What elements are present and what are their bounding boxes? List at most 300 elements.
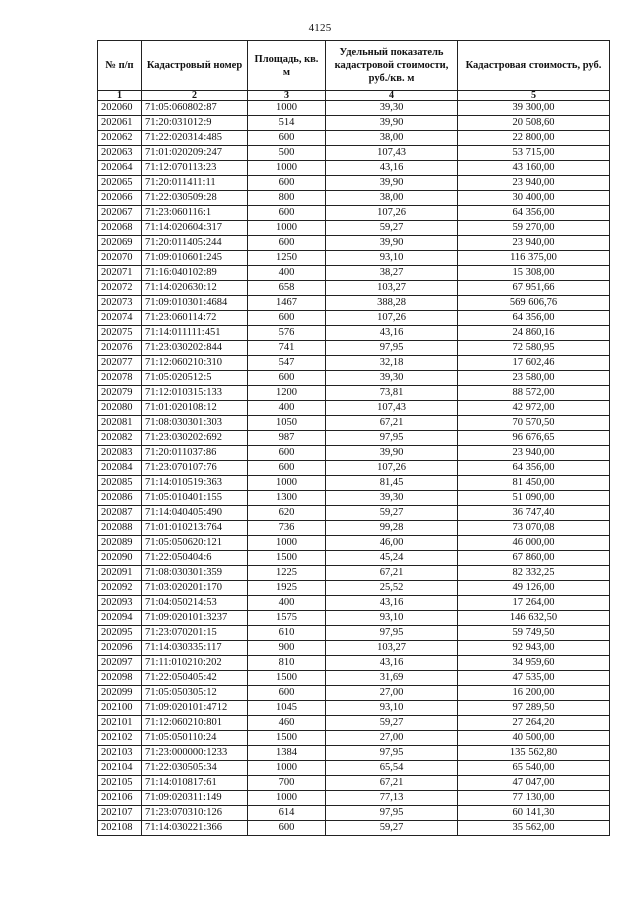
cadastral-number-cell: 71:09:010301:4684 xyxy=(142,296,248,311)
area-cell: 1000 xyxy=(248,761,326,776)
area-cell: 741 xyxy=(248,341,326,356)
column-number: 1 xyxy=(98,91,142,101)
area-cell: 1000 xyxy=(248,221,326,236)
area-cell: 600 xyxy=(248,371,326,386)
cadastral-number-cell: 71:08:030301:359 xyxy=(142,566,248,581)
cadastral-number-cell: 71:09:020101:4712 xyxy=(142,701,248,716)
unit-rate-cell: 39,90 xyxy=(326,176,458,191)
row-index-cell: 202103 xyxy=(98,746,142,761)
table-row xyxy=(98,371,610,386)
area-cell: 1050 xyxy=(248,416,326,431)
row-index-cell: 202089 xyxy=(98,536,142,551)
table-row xyxy=(98,551,610,566)
area-cell: 547 xyxy=(248,356,326,371)
unit-rate-cell: 46,00 xyxy=(326,536,458,551)
area-cell: 600 xyxy=(248,206,326,221)
cadastral-value-cell: 17 264,00 xyxy=(458,596,610,611)
cadastral-value-cell: 23 940,00 xyxy=(458,446,610,461)
table-row xyxy=(98,761,610,776)
row-index-cell: 202086 xyxy=(98,491,142,506)
unit-rate-cell: 43,16 xyxy=(326,656,458,671)
table-row xyxy=(98,356,610,371)
unit-rate-cell: 81,45 xyxy=(326,476,458,491)
cadastral-number-cell: 71:05:050620:121 xyxy=(142,536,248,551)
area-cell: 700 xyxy=(248,776,326,791)
cadastral-value-cell: 73 070,08 xyxy=(458,521,610,536)
cadastral-value-cell: 53 715,00 xyxy=(458,146,610,161)
unit-rate-cell: 39,90 xyxy=(326,446,458,461)
row-index-cell: 202094 xyxy=(98,611,142,626)
area-cell: 1000 xyxy=(248,791,326,806)
cadastral-number-cell: 71:22:030509:28 xyxy=(142,191,248,206)
unit-rate-cell: 31,69 xyxy=(326,671,458,686)
table-row xyxy=(98,311,610,326)
cadastral-value-cell: 34 959,60 xyxy=(458,656,610,671)
cadastral-value-cell: 27 264,20 xyxy=(458,716,610,731)
cadastral-value-cell: 16 200,00 xyxy=(458,686,610,701)
row-index-cell: 202070 xyxy=(98,251,142,266)
unit-rate-cell: 39,90 xyxy=(326,116,458,131)
cadastral-number-cell: 71:09:010601:245 xyxy=(142,251,248,266)
table-row xyxy=(98,611,610,626)
row-index-cell: 202077 xyxy=(98,356,142,371)
table-row xyxy=(98,641,610,656)
cadastral-number-cell: 71:12:060210:310 xyxy=(142,356,248,371)
table-row xyxy=(98,506,610,521)
unit-rate-cell: 77,13 xyxy=(326,791,458,806)
table-row xyxy=(98,806,610,821)
table-row xyxy=(98,716,610,731)
table-row xyxy=(98,266,610,281)
row-index-cell: 202069 xyxy=(98,236,142,251)
row-index-cell: 202078 xyxy=(98,371,142,386)
row-index-cell: 202068 xyxy=(98,221,142,236)
table-row xyxy=(98,581,610,596)
cadastral-value-cell: 64 356,00 xyxy=(458,206,610,221)
row-index-cell: 202074 xyxy=(98,311,142,326)
cadastral-number-cell: 71:01:020209:247 xyxy=(142,146,248,161)
row-index-cell: 202061 xyxy=(98,116,142,131)
cadastral-value-cell: 88 572,00 xyxy=(458,386,610,401)
area-cell: 1250 xyxy=(248,251,326,266)
unit-rate-cell: 43,16 xyxy=(326,596,458,611)
cadastral-value-cell: 82 332,25 xyxy=(458,566,610,581)
area-cell: 600 xyxy=(248,461,326,476)
unit-rate-cell: 43,16 xyxy=(326,326,458,341)
cadastral-number-cell: 71:05:060802:87 xyxy=(142,101,248,116)
row-index-cell: 202107 xyxy=(98,806,142,821)
area-cell: 1384 xyxy=(248,746,326,761)
cadastral-value-cell: 92 943,00 xyxy=(458,641,610,656)
row-index-cell: 202067 xyxy=(98,206,142,221)
table-row xyxy=(98,746,610,761)
unit-rate-cell: 99,28 xyxy=(326,521,458,536)
table-row xyxy=(98,431,610,446)
unit-rate-cell: 67,21 xyxy=(326,416,458,431)
area-cell: 1500 xyxy=(248,551,326,566)
cadastral-value-cell: 47 047,00 xyxy=(458,776,610,791)
cadastral-number-cell: 71:11:010210:202 xyxy=(142,656,248,671)
table-row xyxy=(98,116,610,131)
row-index-cell: 202093 xyxy=(98,596,142,611)
row-index-cell: 202076 xyxy=(98,341,142,356)
area-cell: 1500 xyxy=(248,731,326,746)
table-row xyxy=(98,671,610,686)
table-row xyxy=(98,476,610,491)
area-cell: 600 xyxy=(248,311,326,326)
row-index-cell: 202101 xyxy=(98,716,142,731)
cadastral-value-cell: 20 508,60 xyxy=(458,116,610,131)
row-index-cell: 202062 xyxy=(98,131,142,146)
cadastral-number-cell: 71:04:050214:53 xyxy=(142,596,248,611)
cadastral-value-cell: 135 562,80 xyxy=(458,746,610,761)
unit-rate-cell: 59,27 xyxy=(326,221,458,236)
row-index-cell: 202092 xyxy=(98,581,142,596)
unit-rate-cell: 38,00 xyxy=(326,191,458,206)
unit-rate-cell: 93,10 xyxy=(326,701,458,716)
unit-rate-cell: 32,18 xyxy=(326,356,458,371)
cadastral-number-cell: 71:12:010315:133 xyxy=(142,386,248,401)
table-row xyxy=(98,191,610,206)
unit-rate-cell: 93,10 xyxy=(326,251,458,266)
table-row xyxy=(98,251,610,266)
cadastral-number-cell: 71:14:040405:490 xyxy=(142,506,248,521)
table-row xyxy=(98,461,610,476)
table-row xyxy=(98,446,610,461)
cadastral-value-cell: 43 160,00 xyxy=(458,161,610,176)
table-row xyxy=(98,596,610,611)
area-cell: 1000 xyxy=(248,536,326,551)
cadastral-value-cell: 67 860,00 xyxy=(458,551,610,566)
unit-rate-cell: 43,16 xyxy=(326,161,458,176)
unit-rate-cell: 107,26 xyxy=(326,206,458,221)
unit-rate-cell: 65,54 xyxy=(326,761,458,776)
area-cell: 1575 xyxy=(248,611,326,626)
unit-rate-cell: 107,26 xyxy=(326,311,458,326)
cadastral-value-cell: 96 676,65 xyxy=(458,431,610,446)
area-cell: 600 xyxy=(248,686,326,701)
table-row xyxy=(98,101,610,116)
column-number: 5 xyxy=(458,91,610,101)
area-cell: 600 xyxy=(248,176,326,191)
cadastral-value-cell: 97 289,50 xyxy=(458,701,610,716)
unit-rate-cell: 27,00 xyxy=(326,731,458,746)
table-row xyxy=(98,281,610,296)
area-cell: 400 xyxy=(248,401,326,416)
cadastral-number-cell: 71:05:050110:24 xyxy=(142,731,248,746)
row-index-cell: 202083 xyxy=(98,446,142,461)
table-row xyxy=(98,176,610,191)
column-number: 3 xyxy=(248,91,326,101)
area-cell: 1225 xyxy=(248,566,326,581)
row-index-cell: 202096 xyxy=(98,641,142,656)
area-cell: 900 xyxy=(248,641,326,656)
table-row xyxy=(98,536,610,551)
header-index: № п/п xyxy=(98,41,142,91)
cadastral-value-cell: 23 940,00 xyxy=(458,236,610,251)
table-row xyxy=(98,821,610,836)
table-row xyxy=(98,131,610,146)
cadastral-number-cell: 71:05:020512:5 xyxy=(142,371,248,386)
cadastral-value-cell: 77 130,00 xyxy=(458,791,610,806)
cadastral-number-cell: 71:23:060116:1 xyxy=(142,206,248,221)
cadastral-number-cell: 71:14:020604:317 xyxy=(142,221,248,236)
unit-rate-cell: 97,95 xyxy=(326,431,458,446)
row-index-cell: 202060 xyxy=(98,101,142,116)
cadastral-value-cell: 36 747,40 xyxy=(458,506,610,521)
table-row xyxy=(98,776,610,791)
table-row xyxy=(98,686,610,701)
cadastral-value-cell: 40 500,00 xyxy=(458,731,610,746)
cadastral-number-cell: 71:14:030335:117 xyxy=(142,641,248,656)
unit-rate-cell: 38,00 xyxy=(326,131,458,146)
table-row xyxy=(98,731,610,746)
area-cell: 600 xyxy=(248,236,326,251)
area-cell: 1467 xyxy=(248,296,326,311)
table-row xyxy=(98,386,610,401)
row-index-cell: 202097 xyxy=(98,656,142,671)
unit-rate-cell: 45,24 xyxy=(326,551,458,566)
unit-rate-cell: 103,27 xyxy=(326,281,458,296)
row-index-cell: 202106 xyxy=(98,791,142,806)
cadastral-value-cell: 70 570,50 xyxy=(458,416,610,431)
table-row xyxy=(98,236,610,251)
row-index-cell: 202082 xyxy=(98,431,142,446)
area-cell: 1000 xyxy=(248,101,326,116)
table-row xyxy=(98,326,610,341)
column-number: 2 xyxy=(142,91,248,101)
cadastral-number-cell: 71:20:011405:244 xyxy=(142,236,248,251)
cadastral-number-cell: 71:23:030202:844 xyxy=(142,341,248,356)
row-index-cell: 202079 xyxy=(98,386,142,401)
cadastral-number-cell: 71:23:070201:15 xyxy=(142,626,248,641)
area-cell: 620 xyxy=(248,506,326,521)
row-index-cell: 202075 xyxy=(98,326,142,341)
column-number: 4 xyxy=(326,91,458,101)
cadastral-value-cell: 15 308,00 xyxy=(458,266,610,281)
row-index-cell: 202071 xyxy=(98,266,142,281)
unit-rate-cell: 59,27 xyxy=(326,821,458,836)
cadastral-value-cell: 30 400,00 xyxy=(458,191,610,206)
cadastral-number-cell: 71:22:050405:42 xyxy=(142,671,248,686)
table-row xyxy=(98,221,610,236)
cadastral-number-cell: 71:01:020108:12 xyxy=(142,401,248,416)
area-cell: 1500 xyxy=(248,671,326,686)
unit-rate-cell: 103,27 xyxy=(326,641,458,656)
area-cell: 1000 xyxy=(248,476,326,491)
table-row xyxy=(98,401,610,416)
cadastral-number-cell: 71:22:050404:6 xyxy=(142,551,248,566)
area-cell: 400 xyxy=(248,596,326,611)
cadastral-value-cell: 60 141,30 xyxy=(458,806,610,821)
cadastral-number-cell: 71:20:011037:86 xyxy=(142,446,248,461)
unit-rate-cell: 39,30 xyxy=(326,101,458,116)
row-index-cell: 202072 xyxy=(98,281,142,296)
unit-rate-cell: 97,95 xyxy=(326,746,458,761)
cadastral-number-cell: 71:05:010401:155 xyxy=(142,491,248,506)
cadastral-value-cell: 65 540,00 xyxy=(458,761,610,776)
unit-rate-cell: 97,95 xyxy=(326,341,458,356)
unit-rate-cell: 25,52 xyxy=(326,581,458,596)
cadastral-value-cell: 67 951,66 xyxy=(458,281,610,296)
cadastral-value-cell: 42 972,00 xyxy=(458,401,610,416)
cadastral-number-cell: 71:14:030221:366 xyxy=(142,821,248,836)
cadastral-number-cell: 71:23:070310:126 xyxy=(142,806,248,821)
cadastral-number-cell: 71:20:031012:9 xyxy=(142,116,248,131)
unit-rate-cell: 97,95 xyxy=(326,626,458,641)
table-row xyxy=(98,566,610,581)
area-cell: 576 xyxy=(248,326,326,341)
cadastral-number-cell: 71:08:030301:303 xyxy=(142,416,248,431)
cadastral-number-cell: 71:14:010519:363 xyxy=(142,476,248,491)
table-body xyxy=(98,101,610,836)
unit-rate-cell: 39,90 xyxy=(326,236,458,251)
cadastral-value-cell: 24 860,16 xyxy=(458,326,610,341)
cadastral-value-cell: 59 270,00 xyxy=(458,221,610,236)
row-index-cell: 202091 xyxy=(98,566,142,581)
area-cell: 736 xyxy=(248,521,326,536)
row-index-cell: 202090 xyxy=(98,551,142,566)
table-row xyxy=(98,701,610,716)
table-row xyxy=(98,521,610,536)
table-row xyxy=(98,626,610,641)
row-index-cell: 202080 xyxy=(98,401,142,416)
area-cell: 1045 xyxy=(248,701,326,716)
unit-rate-cell: 39,30 xyxy=(326,491,458,506)
row-index-cell: 202095 xyxy=(98,626,142,641)
cadastral-number-cell: 71:23:070107:76 xyxy=(142,461,248,476)
cadastral-number-cell: 71:14:010817:61 xyxy=(142,776,248,791)
unit-rate-cell: 59,27 xyxy=(326,506,458,521)
cadastral-value-cell: 569 606,76 xyxy=(458,296,610,311)
table-row xyxy=(98,791,610,806)
cadastral-value-cell: 59 749,50 xyxy=(458,626,610,641)
cadastral-number-cell: 71:22:030505:34 xyxy=(142,761,248,776)
row-index-cell: 202100 xyxy=(98,701,142,716)
area-cell: 800 xyxy=(248,191,326,206)
cadastral-value-cell: 49 126,00 xyxy=(458,581,610,596)
table-row xyxy=(98,146,610,161)
area-cell: 600 xyxy=(248,446,326,461)
cadastral-number-cell: 71:03:020201:170 xyxy=(142,581,248,596)
unit-rate-cell: 59,27 xyxy=(326,716,458,731)
area-cell: 658 xyxy=(248,281,326,296)
header-row xyxy=(98,41,610,91)
cadastral-value-cell: 146 632,50 xyxy=(458,611,610,626)
row-index-cell: 202087 xyxy=(98,506,142,521)
cadastral-number-cell: 71:14:011111:451 xyxy=(142,326,248,341)
area-cell: 1200 xyxy=(248,386,326,401)
area-cell: 1300 xyxy=(248,491,326,506)
area-cell: 614 xyxy=(248,806,326,821)
header-area: Площадь, кв. м xyxy=(248,41,326,91)
cadastral-number-cell: 71:14:020630:12 xyxy=(142,281,248,296)
unit-rate-cell: 107,43 xyxy=(326,401,458,416)
area-cell: 610 xyxy=(248,626,326,641)
header-cadastral-value: Кадастровая стоимость, руб. xyxy=(458,41,610,91)
cadastral-value-cell: 35 562,00 xyxy=(458,821,610,836)
cadastral-number-cell: 71:23:000000:1233 xyxy=(142,746,248,761)
cadastral-value-cell: 64 356,00 xyxy=(458,311,610,326)
row-index-cell: 202063 xyxy=(98,146,142,161)
row-index-cell: 202104 xyxy=(98,761,142,776)
cadastral-value-cell: 22 800,00 xyxy=(458,131,610,146)
row-index-cell: 202081 xyxy=(98,416,142,431)
header-cadastral-number: Кадастровый номер xyxy=(142,41,248,91)
cadastral-number-cell: 71:12:060210:801 xyxy=(142,716,248,731)
unit-rate-cell: 93,10 xyxy=(326,611,458,626)
cadastral-number-cell: 71:12:070113:23 xyxy=(142,161,248,176)
unit-rate-cell: 39,30 xyxy=(326,371,458,386)
unit-rate-cell: 107,26 xyxy=(326,461,458,476)
column-number-row xyxy=(98,91,610,101)
cadastral-number-cell: 71:09:020101:3237 xyxy=(142,611,248,626)
unit-rate-cell: 67,21 xyxy=(326,776,458,791)
table-row xyxy=(98,341,610,356)
table-row xyxy=(98,206,610,221)
row-index-cell: 202099 xyxy=(98,686,142,701)
cadastral-value-cell: 23 580,00 xyxy=(458,371,610,386)
cadastral-number-cell: 71:23:060114:72 xyxy=(142,311,248,326)
cadastral-number-cell: 71:20:011411:11 xyxy=(142,176,248,191)
table-row xyxy=(98,656,610,671)
unit-rate-cell: 67,21 xyxy=(326,566,458,581)
cadastral-value-cell: 51 090,00 xyxy=(458,491,610,506)
table-row xyxy=(98,416,610,431)
table-row xyxy=(98,161,610,176)
unit-rate-cell: 388,28 xyxy=(326,296,458,311)
cadastral-value-cell: 39 300,00 xyxy=(458,101,610,116)
cadastral-value-cell: 46 000,00 xyxy=(458,536,610,551)
cadastral-number-cell: 71:01:010213:764 xyxy=(142,521,248,536)
row-index-cell: 202085 xyxy=(98,476,142,491)
area-cell: 1925 xyxy=(248,581,326,596)
unit-rate-cell: 97,95 xyxy=(326,806,458,821)
cadastral-table xyxy=(97,40,610,836)
table-row xyxy=(98,491,610,506)
area-cell: 810 xyxy=(248,656,326,671)
area-cell: 600 xyxy=(248,821,326,836)
cadastral-value-cell: 47 535,00 xyxy=(458,671,610,686)
cadastral-value-cell: 81 450,00 xyxy=(458,476,610,491)
unit-rate-cell: 107,43 xyxy=(326,146,458,161)
row-index-cell: 202065 xyxy=(98,176,142,191)
unit-rate-cell: 27,00 xyxy=(326,686,458,701)
row-index-cell: 202073 xyxy=(98,296,142,311)
area-cell: 1000 xyxy=(248,161,326,176)
cadastral-number-cell: 71:16:040102:89 xyxy=(142,266,248,281)
cadastral-number-cell: 71:22:020314:485 xyxy=(142,131,248,146)
unit-rate-cell: 38,27 xyxy=(326,266,458,281)
cadastral-value-cell: 17 602,46 xyxy=(458,356,610,371)
cadastral-number-cell: 71:05:050305:12 xyxy=(142,686,248,701)
page-number: 4125 xyxy=(308,22,332,34)
area-cell: 987 xyxy=(248,431,326,446)
cadastral-number-cell: 71:23:030202:692 xyxy=(142,431,248,446)
row-index-cell: 202084 xyxy=(98,461,142,476)
header-unit-rate: Удельный показатель кадастровой стоимости, руб./кв. м xyxy=(326,41,458,91)
row-index-cell: 202102 xyxy=(98,731,142,746)
cadastral-value-cell: 64 356,00 xyxy=(458,461,610,476)
area-cell: 514 xyxy=(248,116,326,131)
area-cell: 400 xyxy=(248,266,326,281)
unit-rate-cell: 73,81 xyxy=(326,386,458,401)
row-index-cell: 202105 xyxy=(98,776,142,791)
cadastral-value-cell: 23 940,00 xyxy=(458,176,610,191)
cadastral-value-cell: 72 580,95 xyxy=(458,341,610,356)
row-index-cell: 202088 xyxy=(98,521,142,536)
row-index-cell: 202098 xyxy=(98,671,142,686)
